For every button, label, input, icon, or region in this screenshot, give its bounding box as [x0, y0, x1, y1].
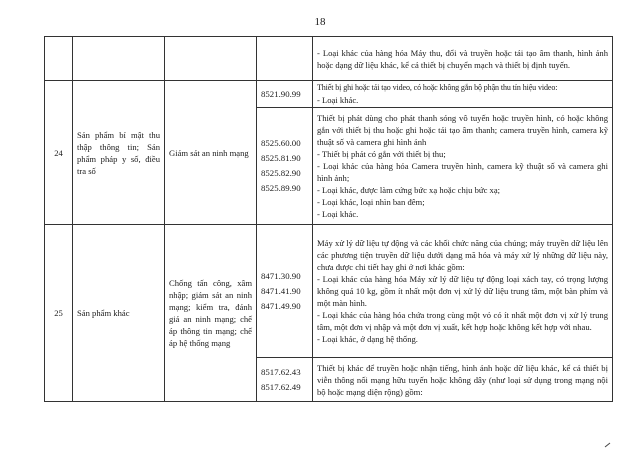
description-line: - Loại khác, loại nhìn ban đêm;: [317, 197, 425, 207]
description-line: - Loại khác của hàng hóa Camera truyền hình, camera kỹ thuật số và camera ghi hình ảnh;: [317, 161, 608, 183]
description-cell: [313, 108, 613, 225]
hs-code-cell: [257, 81, 313, 108]
product-code-table: [44, 36, 613, 402]
hs-code-cell: [257, 358, 313, 402]
hs-code-cell: [257, 37, 313, 81]
hs-code: 8517.62.43: [261, 366, 301, 377]
pen-mark: [604, 442, 612, 448]
product-name-cell: Sản phẩm bí mật thu thập thông tin; Sản phẩm pháp y số, điều tra số: [73, 81, 165, 225]
hs-code: 8525.89.90: [261, 183, 301, 193]
page-number: 18: [314, 16, 326, 28]
function-cell: [165, 37, 257, 81]
hs-code: 8471.30.90: [261, 270, 301, 281]
description-cell: [313, 37, 613, 81]
description-line: Thiết bị khác để truyền hoặc nhận tiếng, hình ảnh hoặc dữ liệu khác, kể cả thiết bị viễn thông nối mạng hữu tuyến hoặc không dây (như loại sử dụng trong mạng nội bộ hoặc mạng diện rộng) gồm:: [317, 362, 608, 397]
description-line: - Loại khác, ở dạng hệ thống.: [317, 334, 418, 344]
table-row-continuation: [45, 37, 613, 81]
hs-code-cell: [257, 225, 313, 358]
description-line: - Loại khác của hàng hóa Máy xử lý dữ liệu tự động loại xách tay, có trọng lượng không quá 10 kg, gồm ít nhất một đơn vị xử lý dữ liệu trung tâm, một bàn phím và một màn hình.: [317, 274, 608, 308]
table-row-25: [45, 225, 613, 358]
description-line: - Thiết bị phát có gắn với thiết bị thu;: [317, 149, 446, 159]
function-cell: Giám sát an ninh mạng: [165, 81, 257, 225]
hs-code: 8525.81.90: [261, 153, 301, 163]
hs-code: 8471.49.90: [261, 300, 301, 311]
description-line: Thiết bị phát dùng cho phát thanh sóng vô tuyến hoặc truyền hình, có hoặc không gắn với thiết bị thu hoặc ghi hoặc tái tạo âm thanh; camera truyền hình, camera kỹ thuật số và camera ghi hình ảnh: [317, 113, 608, 147]
hs-code: 8471.41.90: [261, 285, 301, 296]
description-line: Máy xử lý dữ liệu tự động và các khối chức năng của chúng; máy truyền dữ liệu lên các phương tiện truyền dữ liệu dưới dạng mã hóa và máy xử lý những dữ liệu này, chưa được chi tiết hay ghi ở nơi khác gồm:: [317, 238, 608, 272]
description-line: - Loại khác của hàng hóa chứa trong cùng một vỏ có ít nhất một đơn vị xử lý trung tâm, một đơn vị nhập và một đơn vị xuất, kết hợp hoặc không kết hợp với nhau.: [317, 310, 608, 332]
hs-code-cell: [257, 108, 313, 225]
function-cell: Chống tấn công, xâm nhập; giám sát an ninh mạng; kiểm tra, đánh giá an ninh mạng; chế áp thông tin mạng; chế áp hệ thống mạng: [165, 225, 257, 402]
description-line: - Loại khác, được làm cứng bức xạ hoặc chịu bức xạ;: [317, 185, 501, 195]
description-cell: [313, 358, 613, 402]
description-line: Thiết bị ghi hoặc tái tạo video, có hoặc không gắn bộ phận thu tín hiệu video:: [317, 83, 558, 92]
description-cell: [313, 81, 613, 108]
product-name-cell: Sản phẩm khác: [73, 225, 165, 402]
product-name-cell: [73, 37, 165, 81]
description-line: - Loại khác.: [317, 209, 359, 219]
hs-code: 8521.90.99: [261, 88, 301, 99]
hs-code: 8525.60.00: [261, 138, 301, 148]
table-row-24: [45, 81, 613, 108]
description-cell: [313, 225, 613, 358]
description-line: - Loại khác của hàng hóa Máy thu, đổi và truyền hoặc tái tạo âm thanh, hình ảnh hoặc dạng dữ liệu khác, kể cả thiết bị chuyển mạch và thiết bị định tuyến.: [317, 47, 608, 70]
stt-cell: 24: [45, 81, 73, 225]
hs-code: 8517.62.49: [261, 381, 301, 392]
description-line: - Loại khác.: [317, 95, 359, 105]
stt-cell: 25: [45, 225, 73, 402]
stt-cell: [45, 37, 73, 81]
hs-code: 8525.82.90: [261, 168, 301, 178]
